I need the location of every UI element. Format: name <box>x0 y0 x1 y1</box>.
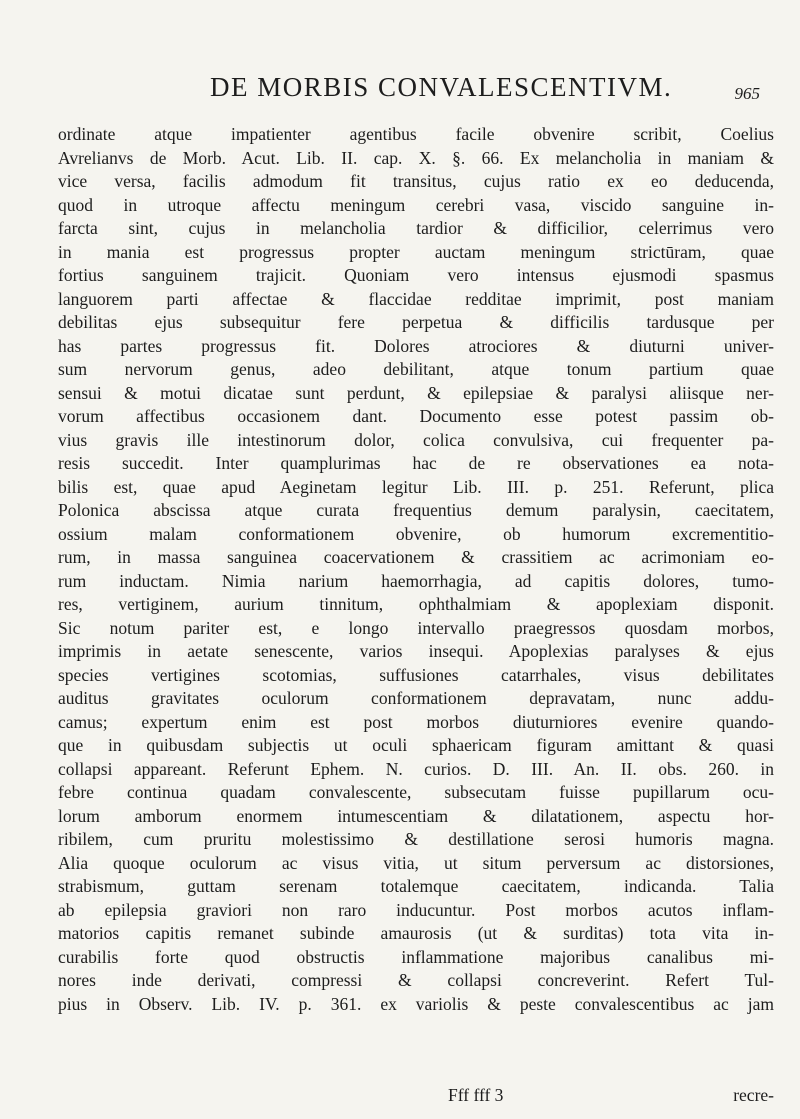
text-line: rum inductam. Nimia narium haemorrhagia, ad capitis dolores, tumo- <box>58 570 774 591</box>
page-number: 965 <box>734 84 760 103</box>
text-line: languorem parti affectae & flaccidae redditae imprimit, post maniam <box>58 288 774 309</box>
text-line: resis succedit. Inter quamplurimas hac de re observationes ea nota- <box>58 453 774 473</box>
text-line: pius in Observ. Lib. IV. p. 361. ex variolis & peste convalescentibus ac jam <box>58 993 774 1014</box>
text-line: que in quibusdam subjectis ut oculi sphaericam figuram amittant & quasi <box>58 735 774 755</box>
text-line: curabilis forte quod obstructis inflammatione majoribus canalibus mi- <box>58 946 774 967</box>
text-line: has partes progressus fit. Dolores atrociores & diuturni univer- <box>58 335 774 356</box>
text-line: camus; expertum enim est post morbos diuturniores evenire quando- <box>58 711 774 732</box>
text-line: species vertigines scotomias, suffusiones catarrhales, visus debilitates <box>58 664 774 685</box>
text-line: ossium malam conformationem obvenire, ob humorum excrementitio- <box>58 523 774 544</box>
text-line: Avrelianvs de Morb. Acut. Lib. II. cap. X. §. 66. Ex melancholia in maniam & <box>58 147 774 168</box>
text-line: Polonica abscissa atque curata frequentius demum paralysin, caecitatem, <box>58 500 774 520</box>
text-line: sensui & motui dicatae sunt perdunt, & epilepsiae & paralysi aliisque ner- <box>58 382 774 403</box>
text-line: quod in utroque affectu meningum cerebri vasa, viscido sanguine in- <box>58 194 774 215</box>
text-line: febre continua quadam convalescente, subsecutam fuisse pupillarum ocu- <box>58 782 774 802</box>
text-line: auditus gravitates oculorum conformationem depravatam, nunc addu- <box>58 688 774 708</box>
text-line: nores inde derivati, compressi & collapsi concreverint. Refert Tul- <box>58 970 774 990</box>
catchword: recre- <box>733 1085 774 1105</box>
text-line: bilis est, quae apud Aeginetam legitur Lib. III. p. 251. Referunt, plica <box>58 476 774 497</box>
text-line: fortius sanguinem trajicit. Quoniam vero intensus ejusmodi spasmus <box>58 265 774 285</box>
text-line: Sic notum pariter est, e longo intervallo praegressos quosdam morbos, <box>58 617 774 638</box>
text-line: vius gravis ille intestinorum dolor, colica convulsiva, cui frequenter pa- <box>58 429 774 450</box>
text-line: ab epilepsia graviori non raro inducuntur. Post morbos acutos inflam- <box>58 899 774 920</box>
text-line: imprimis in aetate senescente, varios insequi. Apoplexias paralyses & ejus <box>58 641 774 661</box>
text-line: strabismum, guttam serenam totalemque caecitatem, indicanda. Talia <box>58 876 774 896</box>
text-line: collapsi appareant. Referunt Ephem. N. curios. D. III. An. II. obs. 260. in <box>58 758 774 779</box>
page-header <box>0 72 800 116</box>
text-line: ordinate atque impatienter agentibus facile obvenire scribit, Coelius <box>58 124 774 144</box>
text-line: sum nervorum genus, adeo debilitant, atque tonum partium quae <box>58 359 774 379</box>
text-line: vorum affectibus occasionem dant. Documento esse potest passim ob- <box>58 406 774 426</box>
body-text <box>58 123 774 1016</box>
page-footer <box>58 1085 774 1109</box>
text-line: farcta sint, cujus in melancholia tardior & difficilior, celerrimus vero <box>58 218 774 238</box>
text-line: in mania est progressus propter auctam meningum strictūram, quae <box>58 241 774 262</box>
text-line: matorios capitis remanet subinde amaurosis (ut & surditas) tota vita in- <box>58 923 774 943</box>
text-line: res, vertiginem, aurium tinnitum, ophthalmiam & apoplexiam disponit. <box>58 594 774 614</box>
running-title: DE MORBIS CONVALESCENTIVM. <box>210 72 673 102</box>
text-line: debilitas ejus subsequitur fere perpetua & difficilis tardusque per <box>58 312 774 332</box>
text-line: rum, in massa sanguinea coacervationem & crassitiem ac acrimoniam eo- <box>58 547 774 567</box>
text-line: vice versa, facilis admodum fit transitus, cujus ratio ex eo deducenda, <box>58 171 774 191</box>
text-line: Alia quoque oculorum ac visus vitia, ut situm perversum ac distorsiones, <box>58 852 774 873</box>
text-line: ribilem, cum pruritu molestissimo & destillatione serosi humoris magna. <box>58 829 774 849</box>
text-line: lorum amborum enormem intumescentiam & dilatationem, aspectu hor- <box>58 805 774 826</box>
signature-mark: Fff fff 3 <box>448 1085 504 1105</box>
